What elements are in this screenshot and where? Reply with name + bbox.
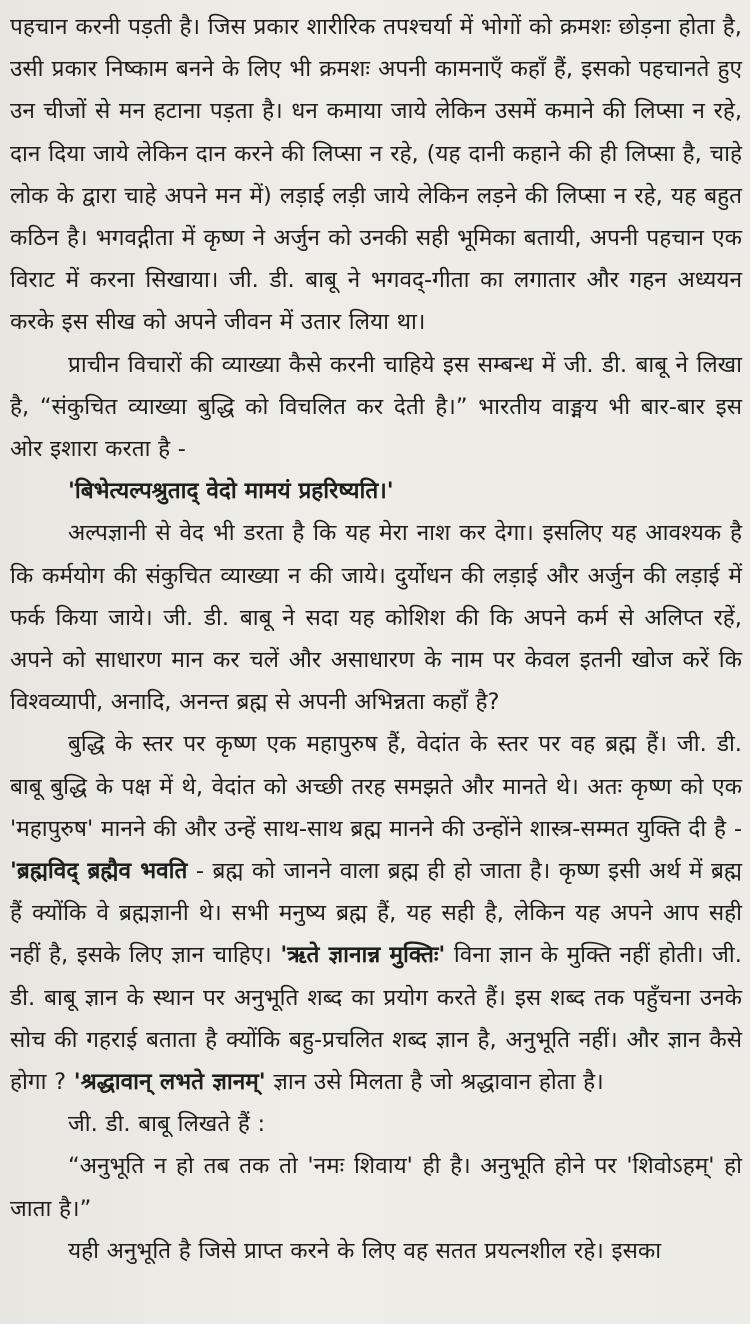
sanskrit-quote-brahmavid: 'ब्रह्मविद् ब्रह्मैव भवति [10,858,188,885]
sanskrit-quote-rite-jnanan: 'ऋते ज्ञानान्न मुक्तिः' [280,942,446,969]
quoted-passage: “अनुभूति न हो तब तक तो 'नमः शिवाय' ही है। अनुभूति होने पर 'शिवोऽहम्' हो जाता है।” [10,1153,742,1222]
paragraph-4-part-3: विना ज्ञान के मुक्ति नहीं होती। जी. डी. बाबू ज्ञान के स्थान पर अनुभूति शब्द का प्रयोग करते हैं। इस शब्द तक पहुँचना उनके सोच की गहराई बताता है क्योंकि बहु-प्रचलित शब्द ज्ञान है, अनुभूति नहीं। और ज्ञान कैसे होगा ? [10,942,742,1096]
paragraph-4 [10,723,742,1103]
paragraph-5: जी. डी. बाबू लिखते हैं : [68,1111,266,1138]
paragraph-4-part-1: बुद्धि के स्तर पर कृष्ण एक महापुरुष हैं, वेदांत के स्तर पर वह ब्रह्म हैं। जी. डी. बाबू बुद्धि के पक्ष में थे, वेदांत को अच्छी तरह समझते और मानते थे। अतः कृष्ण को एक 'महापुरुष' मानने की और उन्हें साथ-साथ ब्रह्म मानने की उन्होंने शास्त्र-सम्मत युक्ति दी है - [10,731,742,842]
paragraph-4-part-4: ज्ञान उसे मिलता है जो श्रद्धावान होता है। [265,1069,604,1096]
paragraph-1: पहचान करनी पड़ती है। जिस प्रकार शारीरिक तपश्चर्या में भोगों को क्रमशः छोड़ना होता है, उसी प्रकार निष्काम बनने के लिए भी क्रमशः अपनी कामनाएँ कहाँ हैं, इसको पहचानते हुए उन चीजों से मन हटाना पड़ता है। धन कमाया जाये लेकिन उसमें कमाने की लिप्सा न रहे, दान दिया जाये लेकिन दान करने की लिप्सा न रहे, (यह दानी कहाने की ही लिप्सा है, चाहे लोक के द्वारा चाहे अपने मन में) लड़ाई लड़ी जाये लेकिन लड़ने की लिप्सा न रहे, यह बहुत कठिन है। भगवद्गीता में कृष्ण ने अर्जुन को उनकी सही भूमिका बतायी, अपनी पहचान एक विराट में करना सिखाया। जी. डी. बाबू ने भगवद्-गीता का लगातार और गहन अध्ययन करके इस सीख को अपने जीवन में उतार लिया था। [10,14,742,336]
sanskrit-verse: 'बिभेत्यल्पश्रुताद् वेदो मामयं प्रहरिष्यति।' [68,478,394,505]
paragraph-last: यही अनुभूति है जिसे प्राप्त करने के लिए वह सतत प्रयत्नशील रहे। इसका [68,1237,662,1264]
sanskrit-quote-shraddhavan: 'श्रद्धावान् लभते ज्ञानम्' [73,1069,266,1096]
paragraph-4-part-2: - ब्रह्म को जानने वाला ब्रह्म ही हो जाता है। कृष्ण इसी अर्थ में ब्रह्म हैं क्योंकि वे ब्रह्मज्ञानी थे। सभी मनुष्य ब्रह्म हैं, यह सही है, लेकिन यह अपने आप सही नहीं है, इसके लिए ज्ञान चाहिए। [10,858,743,969]
paragraph-3: अल्पज्ञानी से वेद भी डरता है कि यह मेरा नाश कर देगा। इसलिए यह आवश्यक है कि कर्मयोग की संकुचित व्याख्या न की जाये। दुर्योधन की लड़ाई और अर्जुन की लड़ाई में फर्क किया जाये। जी. डी. बाबू ने सदा यह कोशिश की कि अपने कर्म से अलिप्त रहें, अपने को साधारण मान कर चलें और असाधारण के नाम पर केवल इतनी खोज करें कि विश्वव्यापी, अनादि, अनन्त ब्रह्म से अपनी अभिन्नता कहाँ है? [10,520,742,716]
paragraph-2: प्राचीन विचारों की व्याख्या कैसे करनी चाहिये इस सम्बन्ध में जी. डी. बाबू ने लिखा है, “संकुचित व्याख्या बुद्धि को विचलित कर देती है।” भारतीय वाङ्मय भी बार-बार इस ओर इशारा करता है - [10,351,742,463]
